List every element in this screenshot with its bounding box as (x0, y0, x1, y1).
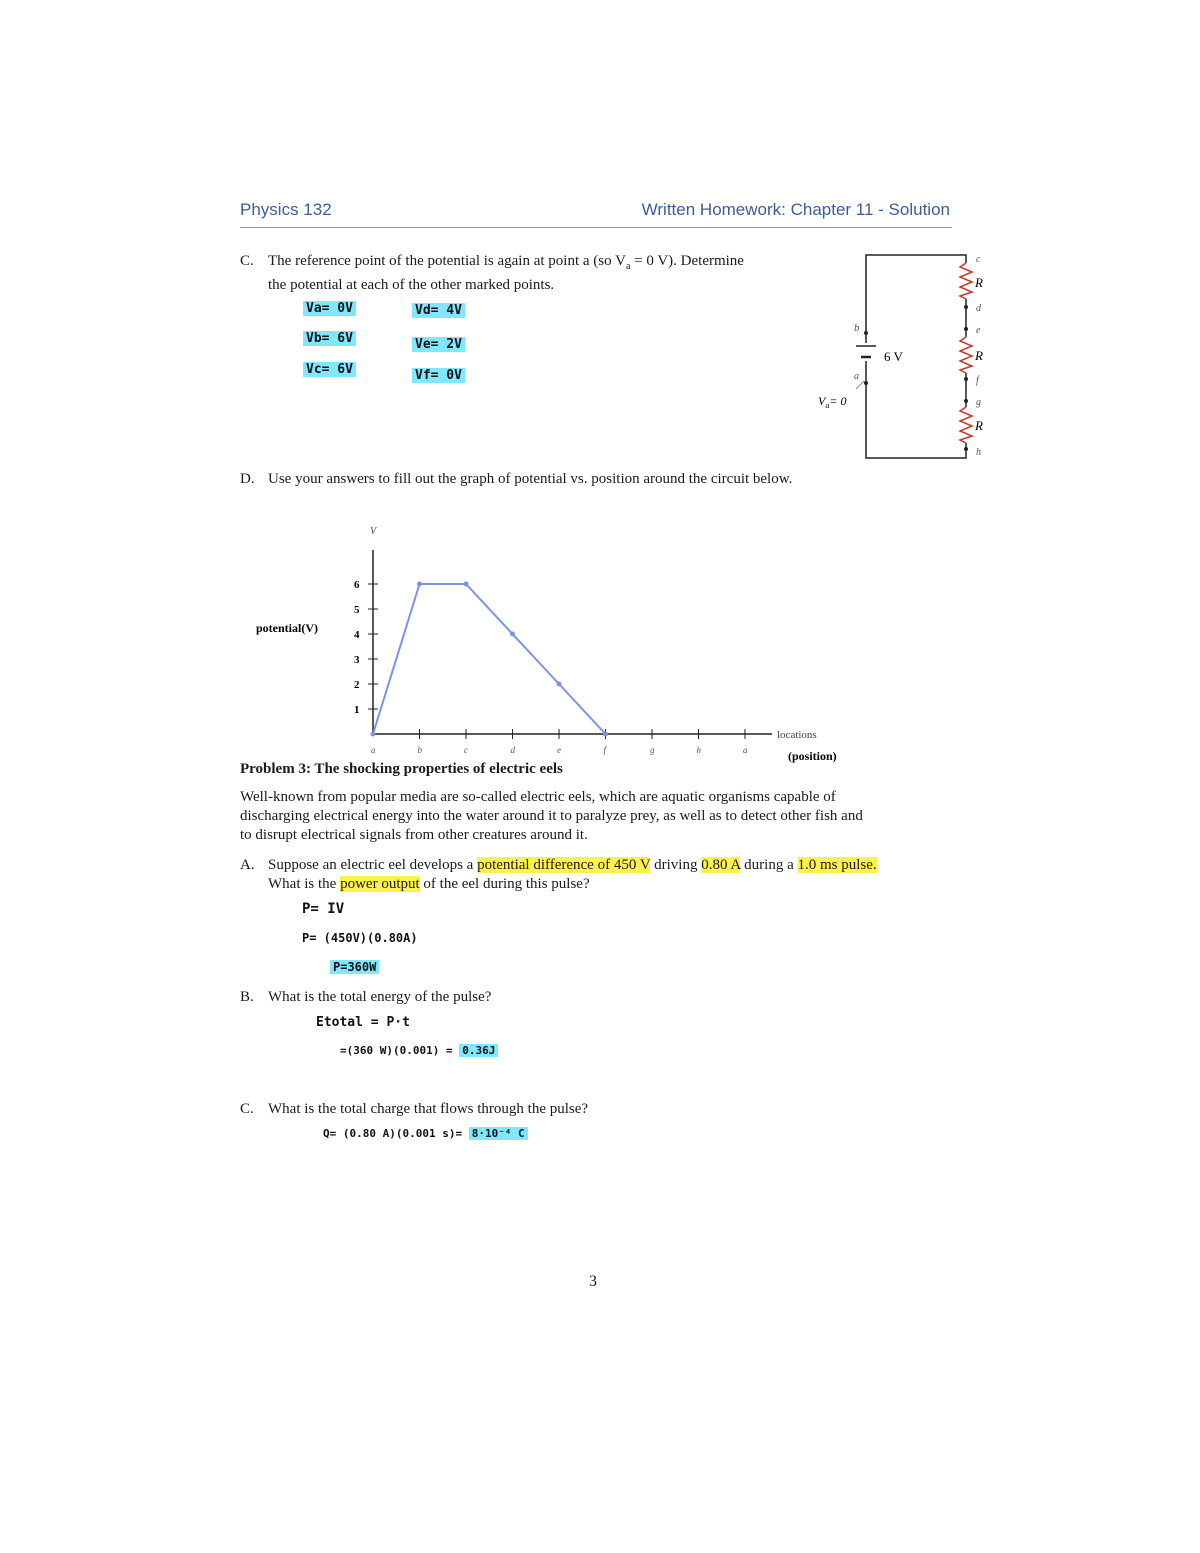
answer-ve: Ve= 2V (412, 337, 465, 352)
partB-label: B. (240, 989, 254, 1005)
highlight-power: power output (340, 876, 420, 892)
x-tick-label-g-6: g (650, 745, 655, 755)
y-tick-label-4: 4 (354, 629, 360, 641)
battery-label: 6 V (884, 349, 903, 364)
y-axis-handwritten-label: potential(V) (256, 621, 318, 635)
point-e-label: e (976, 325, 981, 336)
point-g-label: g (976, 397, 981, 408)
data-point-c (464, 582, 469, 587)
x-axis-label: locations (777, 729, 817, 741)
point-g-dot (964, 399, 968, 403)
header-title: Written Homework: Chapter 11 - Solution (641, 200, 950, 219)
data-point-a (371, 732, 376, 737)
partB-answer: 0.36J (459, 1044, 498, 1057)
x-tick-label-b-1: b (417, 745, 422, 755)
partC3-work: Q= (0.80 A)(0.001 s)= 8·10⁻⁴ C (323, 1127, 528, 1140)
partC-label: C. (240, 253, 254, 269)
circuit-diagram (810, 245, 1000, 470)
point-b-dot (864, 331, 868, 335)
series-line-potential (373, 584, 606, 734)
x-tick-label-f-5: f (603, 745, 607, 755)
partC-question: The reference point of the potential is again at point a (so $V_a = 0$ V). Determine the potential at each of the other marked points. (268, 253, 744, 293)
resistor-label-1: R (975, 275, 983, 290)
partB-work-1: Etotal = P·t (316, 1015, 410, 1030)
x-tick-label-c-2: c (464, 745, 468, 755)
partA-label: A. (240, 857, 255, 873)
data-point-e (557, 682, 562, 687)
partA-work-1: P= IV (302, 901, 345, 917)
y-tick-label-1: 1 (354, 704, 360, 716)
potential-graph (250, 520, 880, 765)
answer-vf: Vf= 0V (412, 368, 465, 383)
x-tick-label-a-0: a (371, 745, 376, 755)
partC3-question: What is the total charge that flows through the pulse? (268, 1101, 589, 1117)
highlight-pulse: 1.0 ms pulse. (797, 857, 877, 873)
point-f-dot (964, 377, 968, 381)
x-axis-handwritten-label: (position) (788, 749, 837, 763)
page-number: 3 (589, 1273, 597, 1290)
header-course: Physics 132 (240, 200, 332, 219)
x-tick-label-e-4: e (557, 745, 561, 755)
point-e-dot (964, 327, 968, 331)
x-tick-label-d-3: d (510, 745, 515, 755)
data-point-f (603, 732, 608, 737)
x-tick-label-a-8: a (743, 745, 748, 755)
partC3-label: C. (240, 1101, 254, 1117)
point-h-label: h (976, 447, 981, 458)
problem3-title: Problem 3: The shocking properties of electric eels (240, 761, 563, 777)
partB-question: What is the total energy of the pulse? (268, 989, 492, 1005)
resistor-2 (960, 337, 972, 373)
partD-text: Use your answers to fill out the graph of potential vs. position around the circuit below. (268, 471, 793, 487)
partD-label: D. (240, 471, 255, 487)
y-tick-label-3: 3 (354, 654, 360, 666)
partA-work-2: P= (450V)(0.80A) (302, 931, 418, 945)
y-axis-label: V (370, 526, 377, 537)
partA-question: Suppose an electric eel develops a potential difference of 450 V driving 0.80 A during a 1.0 ms pulse. What is the power output of the eel during this pulse? (268, 857, 877, 892)
highlight-potential: potential difference of 450 V (477, 857, 651, 873)
y-tick-label-5: 5 (354, 604, 360, 616)
partC3-answer: 8·10⁻⁴ C (469, 1127, 528, 1140)
partB-work-2: =(360 W)(0.001) = 0.36J (340, 1044, 498, 1057)
circuit-wire (866, 255, 966, 458)
y-tick-label-2: 2 (354, 679, 360, 691)
answer-vb: Vb= 6V (303, 331, 356, 346)
data-point-b (417, 582, 422, 587)
point-a-label: a (854, 371, 859, 382)
highlight-current: 0.80 A (701, 857, 741, 873)
answer-va: Va= 0V (303, 301, 356, 316)
point-c-label: c (976, 254, 981, 265)
x-tick-label-h-7: h (696, 745, 701, 755)
answer-vd: Vd= 4V (412, 303, 465, 318)
ref-label: $V_a= 0$ (818, 394, 847, 410)
point-b-label: b (854, 322, 860, 334)
resistor-3 (960, 407, 972, 443)
data-point-d (510, 632, 515, 637)
point-d-label: d (976, 303, 981, 314)
resistor-label-3: R (975, 418, 983, 433)
resistor-label-2: R (975, 348, 983, 363)
problem3-intro: Well-known from popular media are so-called electric eels, which are aquatic organisms capable of discharging electrical energy into the water around it to paralyze prey, as well as to detect other fish and to disrupt electrical signals from other creatures around it. (240, 789, 863, 843)
point-a-dot (864, 381, 868, 385)
point-h-dot (964, 447, 968, 451)
y-tick-label-6: 6 (354, 579, 360, 591)
point-f-label: f (976, 375, 979, 386)
partA-answer: P=360W (330, 960, 379, 974)
ref-pointer (856, 381, 864, 389)
answer-vc: Vc= 6V (303, 362, 356, 377)
point-d-dot (964, 305, 968, 309)
resistor-1 (960, 263, 972, 299)
header-rule (240, 227, 952, 228)
